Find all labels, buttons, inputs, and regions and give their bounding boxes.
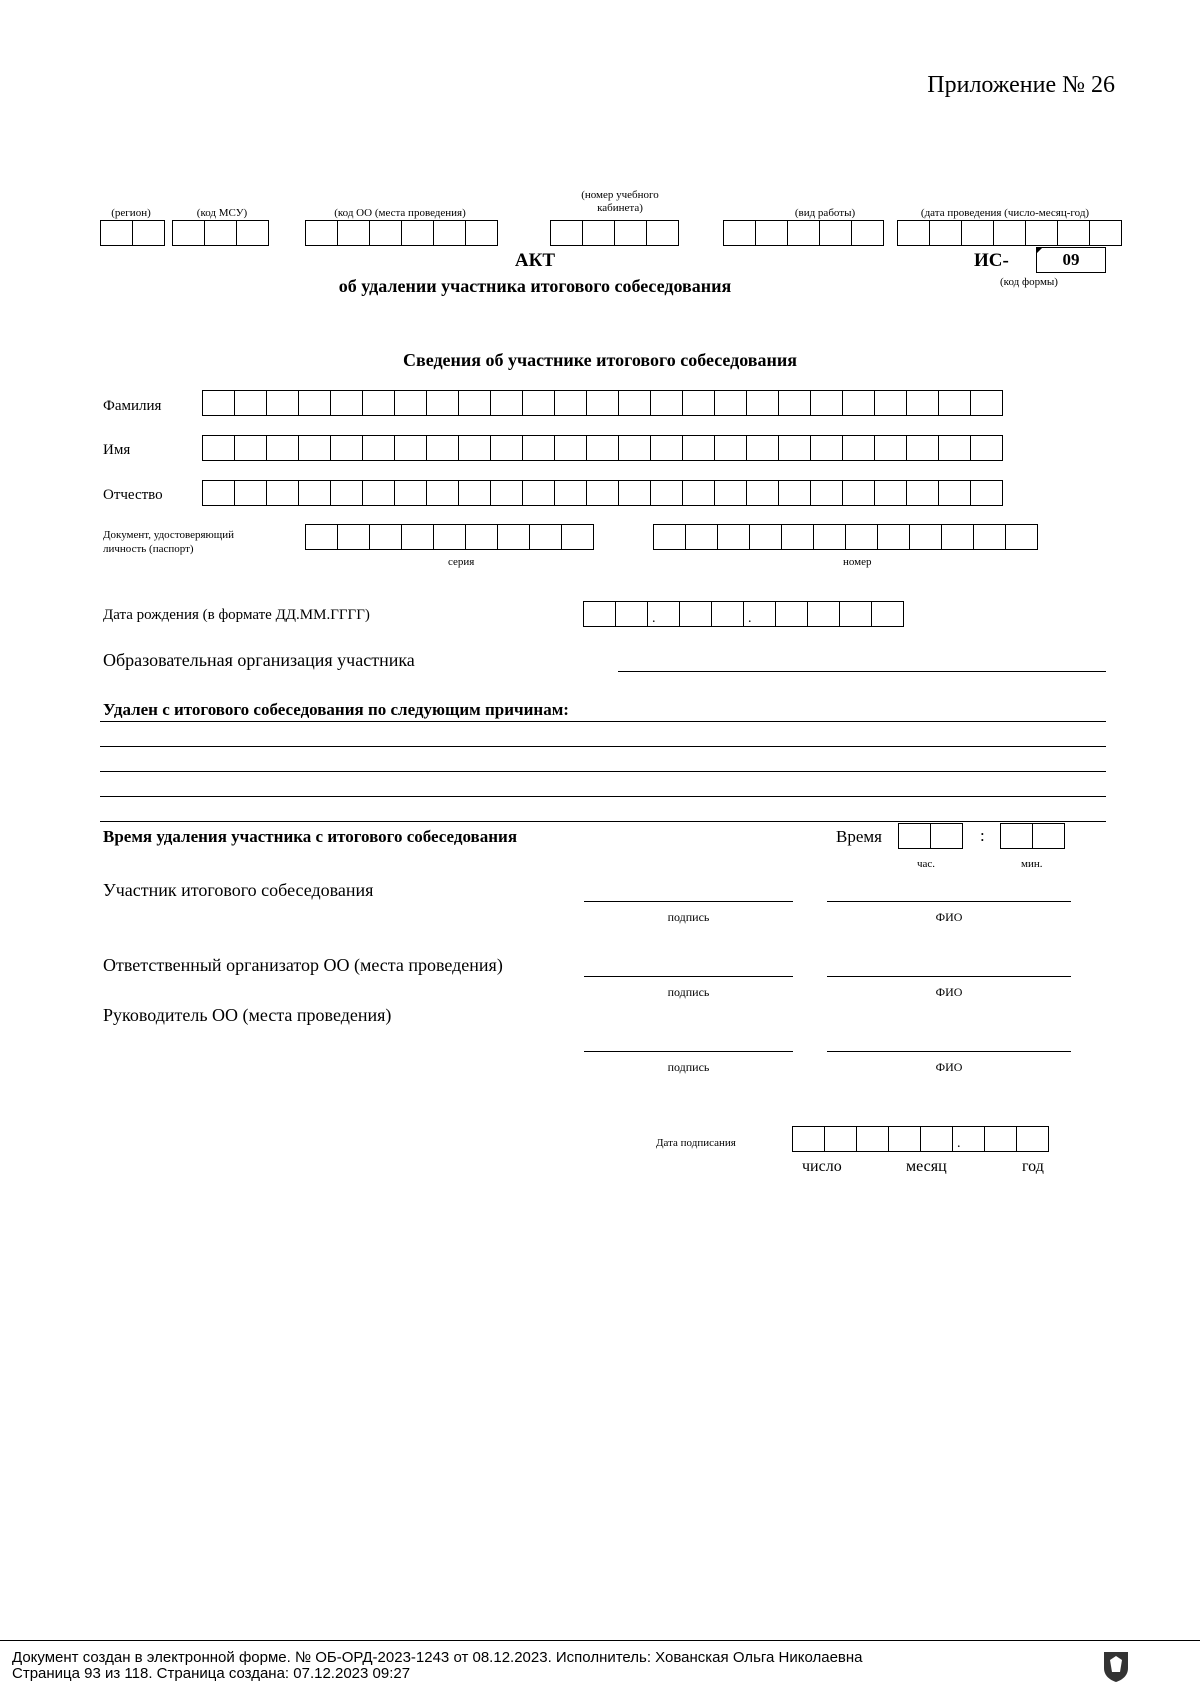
name-label: Имя <box>103 442 131 458</box>
reason-line-4[interactable] <box>100 796 1106 797</box>
day-caption: число <box>802 1158 842 1175</box>
room-boxes[interactable] <box>550 220 679 246</box>
month-caption: месяц <box>906 1158 947 1175</box>
msu-label: (код МСУ) <box>196 207 248 219</box>
birthdate-boxes[interactable]: . . <box>583 601 904 627</box>
participant-fio-caption: ФИО <box>935 910 963 924</box>
act-title: АКТ <box>514 250 556 271</box>
msu-boxes[interactable] <box>172 220 269 246</box>
hours-caption: час. <box>917 858 936 870</box>
emblem-icon <box>1100 1648 1132 1684</box>
head-fio-line[interactable] <box>827 1051 1071 1052</box>
corner-mark <box>1036 247 1043 254</box>
date-boxes[interactable] <box>897 220 1122 246</box>
org-line[interactable] <box>618 671 1106 672</box>
patronymic-label: Отчество <box>103 487 163 503</box>
work-boxes[interactable] <box>723 220 884 246</box>
org-label: Образовательная организация участника <box>103 650 415 670</box>
minutes-caption: мин. <box>1021 858 1043 870</box>
region-label: (регион) <box>111 207 151 219</box>
organizer-sign-line[interactable] <box>584 976 793 977</box>
organizer-sign-caption: подпись <box>667 985 710 999</box>
region-boxes[interactable] <box>100 220 165 246</box>
document-label: Документ, удостоверяющий личность (паспорт) <box>103 529 235 555</box>
reason-line-2[interactable] <box>100 746 1106 747</box>
room-label: (номер учебного кабинета) <box>581 189 659 214</box>
number-boxes[interactable] <box>653 524 1038 550</box>
date-label: (дата проведения (число-месяц-год) <box>920 207 1090 219</box>
footer-line-1: Документ создан в электронной форме. № ОБ-ОРД-2023-1243 от 08.12.2023. Исполнитель: Хованская Ольга Николаевна <box>12 1649 863 1666</box>
number-caption: номер <box>843 556 872 568</box>
time-label: Время <box>836 827 882 846</box>
oo-boxes[interactable] <box>305 220 498 246</box>
work-label: (вид работы) <box>794 207 856 219</box>
year-caption: год <box>1022 1158 1044 1175</box>
name-boxes[interactable] <box>202 435 1003 461</box>
form-code-prefix: ИС- <box>974 250 1009 271</box>
sign-date-boxes[interactable]: . <box>792 1126 1049 1152</box>
reasons-label: Удален с итогового собеседования по следующим причинам: <box>103 700 569 719</box>
organizer-label: Ответственный организатор ОО (места проведения) <box>103 955 503 975</box>
sign-date-label: Дата подписания <box>656 1137 736 1149</box>
hours-boxes[interactable] <box>898 823 963 849</box>
removal-time-label: Время удаления участника с итогового собеседования <box>103 827 518 846</box>
form-code-label: (код формы) <box>1000 276 1058 288</box>
participant-label: Участник итогового собеседования <box>103 880 374 900</box>
head-label: Руководитель ОО (места проведения) <box>103 1005 392 1025</box>
series-caption: серия <box>448 556 475 568</box>
surname-boxes[interactable] <box>202 390 1003 416</box>
reason-line-5[interactable] <box>100 821 1106 822</box>
participant-sign-caption: подпись <box>667 910 710 924</box>
act-subtitle: об удалении участника итогового собеседования <box>338 276 732 296</box>
head-sign-line[interactable] <box>584 1051 793 1052</box>
section-title: Сведения об участнике итогового собеседования <box>402 350 798 370</box>
footer-divider <box>0 1640 1200 1641</box>
reason-line-1[interactable] <box>100 721 1106 722</box>
participant-fio-line[interactable] <box>827 901 1071 902</box>
birthdate-label: Дата рождения (в формате ДД.ММ.ГГГГ) <box>103 607 370 623</box>
participant-sign-line[interactable] <box>584 901 793 902</box>
head-fio-caption: ФИО <box>935 1060 963 1074</box>
surname-label: Фамилия <box>103 398 162 414</box>
appendix-number: Приложение № 26 <box>927 72 1115 98</box>
organizer-fio-line[interactable] <box>827 976 1071 977</box>
reason-line-3[interactable] <box>100 771 1106 772</box>
series-boxes[interactable] <box>305 524 594 550</box>
head-sign-caption: подпись <box>667 1060 710 1074</box>
form-code-number: 09 <box>1036 247 1106 273</box>
patronymic-boxes[interactable] <box>202 480 1003 506</box>
oo-label: (код ОО (места проведения) <box>334 207 466 219</box>
footer-line-2: Страница 93 из 118. Страница создана: 07.12.2023 09:27 <box>12 1665 411 1682</box>
organizer-fio-caption: ФИО <box>935 985 963 999</box>
minutes-boxes[interactable] <box>1000 823 1065 849</box>
time-colon: : <box>980 826 985 845</box>
